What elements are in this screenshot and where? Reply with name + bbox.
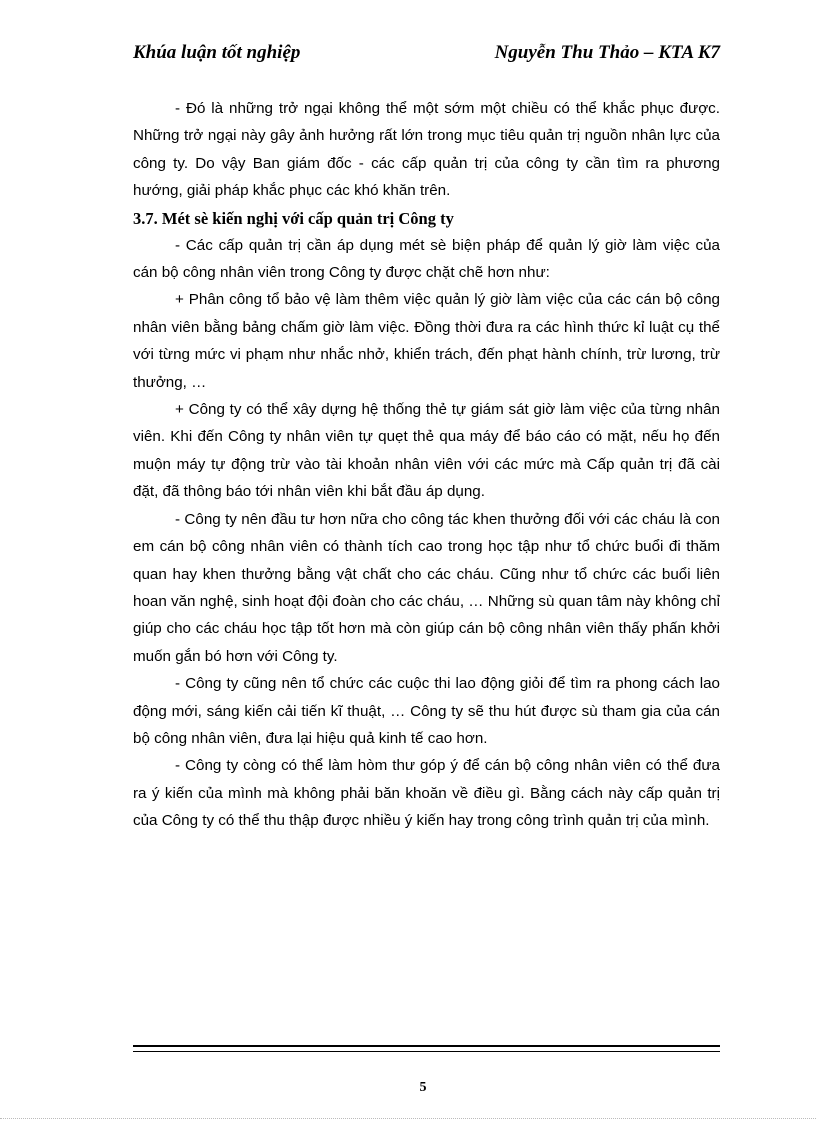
paragraph: - Các cấp quản trị cần áp dụng mét sè biện pháp để quản lý giờ làm việc của cán bộ công nhân viên trong Công ty được chặt chẽ hơn như: [133, 236, 720, 282]
header-author: Nguyễn Thu Thảo – KTA K7 [494, 42, 720, 63]
header-thesis-title: Khúa luận tốt nghiệp [133, 42, 301, 63]
footer-divider [133, 1045, 720, 1052]
paragraph: - Công ty nên đầu tư hơn nữa cho công tác khen thưởng đối với các cháu là con em cán bộ công nhân viên có thành tích cao trong học tập như tổ chức buổi đi thăm quan hay khen thưởng bằng vật chất cho các cháu. Cũng như tổ chức các buổi liên hoan văn nghệ, sinh hoạt đội đoàn cho các cháu, … Những sù quan tâm này không chỉ giúp cho các cháu học tập tốt hơn mà còn giúp cán bộ công nhân viên thấy phấn khởi muốn gắn bó hơn với Công ty. [133, 510, 720, 665]
paragraph: - Công ty còng có thể làm hòm thư góp ý để cán bộ công nhân viên có thể đưa ra ý kiến của mình mà không phải băn khoăn về điều gì. Bằng cách này cấp quản trị của Công ty có thể thu thập được nhiều ý kiến hay trong công trình quản trị của mình. [133, 757, 720, 830]
paragraph: + Công ty có thể xây dựng hệ thống thẻ tự giám sát giờ làm việc của từng nhân viên. Khi đến Công ty nhân viên tự quẹt thẻ qua máy để báo cáo có mặt, nếu họ đến muộn máy tự động trừ vào tài khoản nhân viên với các mức mà Cấp quản trị đã cài đặt, đã thông báo tới nhân viên khi bắt đầu áp dụng. [133, 401, 720, 501]
section-heading: 3.7. Mét sè kiến nghị với cấp quản trị Công ty [133, 208, 454, 228]
document-body [133, 95, 720, 835]
paragraph: + Phân công tổ bảo vệ làm thêm việc quản lý giờ làm việc của các cán bộ công nhân viên bằng bảng chấm giờ làm việc. Đồng thời đưa ra các hình thức kỉ luật cụ thể với từng mức vi phạm như nhắc nhở, khiển trách, đến phạt hành chính, trừ lương, trừ thưởng, … [133, 291, 720, 391]
page-header [133, 42, 720, 68]
page-number: 5 [419, 1080, 427, 1095]
paragraph: - Công ty cũng nên tổ chức các cuộc thi lao động giỏi để tìm ra phong cách lao động mới, sáng kiến cải tiến kĩ thuật, … Công ty sẽ thu hút được sù tham gia của cán bộ công nhân viên, đưa lại hiệu quả kinh tế cao hơn. [133, 675, 720, 747]
paragraph-intro: - Đó là những trở ngại không thể một sớm một chiều có thể khắc phục được. Những trở ngại này gây ảnh hưởng rất lớn trong mục tiêu quản trị nguồn nhân lực của công ty. Do vậy Ban giám đốc - các cấp quản trị của công ty cần tìm ra phương hướng, giải pháp khắc phục các khó khăn trên. [133, 100, 720, 200]
page-edge-dotted-line [0, 1118, 816, 1119]
